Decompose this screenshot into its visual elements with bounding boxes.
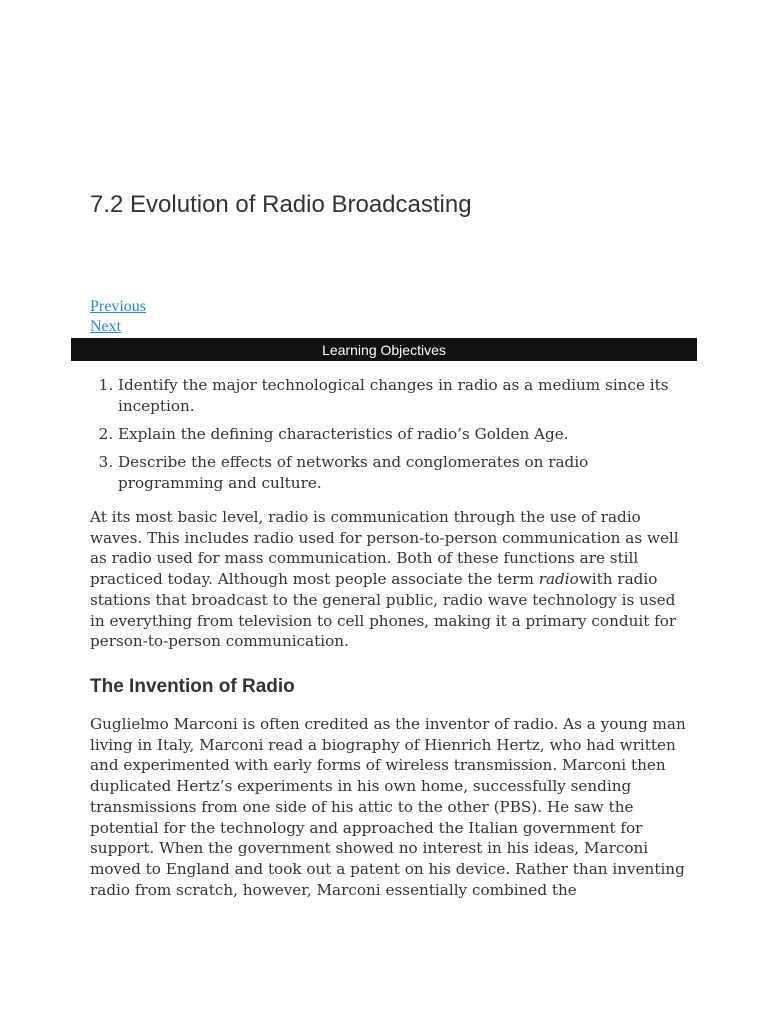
intro-text-start: At its most basic level, radio is communication through the use of radio waves. This includes radio used for person-to-person communication as well as radio used for mass communication. Both of these functions are still practiced today. Although most people associate the term <box>90 508 679 589</box>
section-heading: The Invention of Radio <box>90 676 295 697</box>
learning-objectives-header <box>71 338 697 361</box>
intro-paragraph <box>90 507 690 652</box>
intro-text-end: with radio stations that broadcast to the general public, radio wave technology is used in everything from television to cell phones, making it a primary conduit for person-to-person communication. <box>90 570 677 651</box>
pagination-links <box>90 297 146 337</box>
section-paragraph: Guglielmo Marconi is often credited as the inventor of radio. As a young man living in Italy, Marconi read a biography of Hienrich Hertz, who had written and experimented with early forms of wireless transmission. Marconi then duplicated Hertz’s experiments in his own home, successfully sending transmissions from one side of his attic to the other (PBS). He saw the potential for the technology and approached the Italian government for support. When the government showed no interest in his ideas, Marconi moved to England and took out a patent on his device. Rather than inventing radio from scratch, however, Marconi essentially combined the <box>90 715 686 899</box>
learning-objectives-list <box>90 375 690 501</box>
objective-item: 1. Identify the major technological changes in radio as a medium since its inception. <box>118 375 690 417</box>
learning-objectives-heading: Learning Objectives <box>322 342 446 358</box>
objective-item: 2. Explain the defining characteristics of radio’s Golden Age. <box>118 424 690 445</box>
objective-item: 3. Describe the effects of networks and conglomerates on radio programming and culture. <box>118 452 690 494</box>
page-title: 7.2 Evolution of Radio Broadcasting <box>90 191 472 218</box>
intro-term: radio <box>538 570 579 589</box>
next-link[interactable]: Next <box>90 318 122 335</box>
previous-link[interactable]: Previous <box>90 298 146 315</box>
